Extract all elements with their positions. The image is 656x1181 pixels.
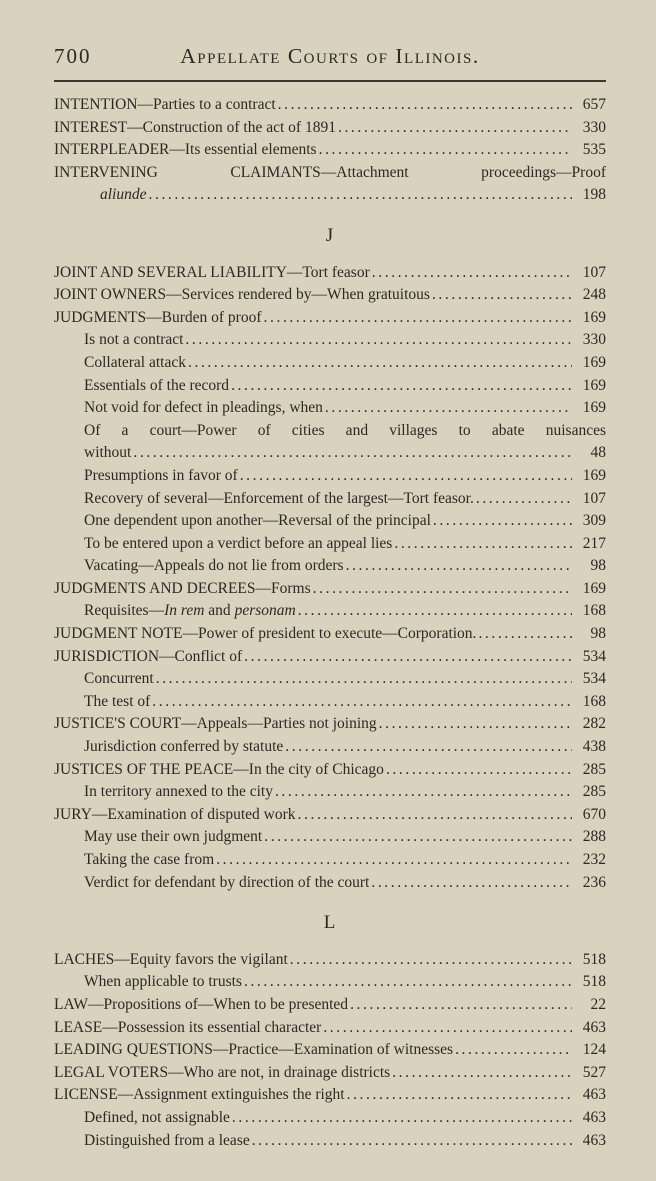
entry-text: The test of [84,692,151,710]
entry-text: Verdict for defendant by direction of the court [84,873,370,891]
index-entry-line [54,759,606,782]
dot-leader [369,872,572,895]
dot-leader [476,623,572,646]
entry-page-number: 670 [582,805,606,823]
entry-page-number: 169 [582,399,606,417]
dot-leader [186,352,572,375]
dot-leader [370,262,572,285]
index-entry-line [54,117,606,140]
entry-page-number: 463 [582,1108,606,1126]
index-entry-line [54,646,606,669]
dot-leader [183,329,572,352]
index-entry-line [54,1084,606,1107]
entry-text: LACHES—Equity favors the vigilant [54,950,288,968]
entry-page-number: 463 [582,1018,606,1036]
entry-page-number: 518 [582,973,606,991]
entry-page-number: 463 [582,1131,606,1149]
entry-text: Jurisdiction conferred by statute [84,738,284,756]
running-title: Appellate Courts of Illinois. [180,44,480,68]
dot-leader [262,307,572,330]
entry-text: JURISDICTION—Conflict of [54,647,243,665]
dot-leader [377,713,572,736]
index-entry-line [54,94,606,117]
dot-leader [384,759,572,782]
entry-page-number: 169 [582,376,606,394]
entry-page-number: 518 [582,950,606,968]
index-entry-line [54,397,606,420]
entry-page-number: 330 [582,331,606,349]
index-entry-line [54,781,606,804]
index-entry-line [54,1130,606,1153]
entry-page-number: 330 [582,118,606,136]
index-entries [54,94,606,1152]
index-entry-line [54,533,606,556]
entry-text: Concurrent [84,670,154,688]
entry-text: LAW—Propositions of—When to be presented [54,995,349,1013]
dot-leader [453,1039,572,1062]
index-entry-line [54,623,606,646]
page-header [54,44,606,72]
entry-text: LEASE—Possession its essential character [54,1018,322,1036]
entry-text: JUSTICES OF THE PEACE—In the city of Chicago [54,760,384,778]
entry-page-number: 169 [582,353,606,371]
entry-page-number: 438 [582,738,606,756]
dot-leader [230,1107,572,1130]
entry-text: INTENTION—Parties to a contract [54,96,276,113]
entry-page-number: 98 [590,557,606,575]
index-entry-line [54,600,606,623]
entry-text: without [84,444,132,462]
index-entry-line [54,329,606,352]
entry-page-number: 169 [582,579,606,597]
entry-text: Collateral attack [84,353,186,371]
dot-leader [283,736,572,759]
index-entry-line [54,139,606,162]
index-entry-line [54,872,606,895]
section-heading: L [323,912,337,934]
index-entry-line [54,668,606,691]
index-entry-line [54,826,606,849]
entry-text: LEGAL VOTERS—Who are not, in drainage districts [54,1063,391,1081]
entry-text: Distinguished from a lease [84,1131,250,1149]
dot-leader [288,949,572,972]
dot-leader [131,442,572,465]
entry-page-number: 285 [582,760,606,778]
index-entry-line [54,691,606,714]
entry-page-number: 22 [590,995,606,1013]
entry-text: JOINT AND SEVERAL LIABILITY—Tort feasor [54,263,370,281]
dot-leader [321,1017,572,1040]
index-entry-line [54,420,606,443]
entry-text: Taking the case from [84,851,215,868]
entry-page-number: 236 [582,873,606,891]
entry-text: To be entered upon a verdict before an appeal lies [84,534,393,552]
entry-text: Essentials of the record [84,376,230,394]
index-entry-line [54,1039,606,1062]
index-entry-line [54,375,606,398]
entry-page-number: 288 [582,828,606,846]
entry-page-number: 535 [582,141,606,159]
entry-page-number: 285 [582,783,606,801]
entry-page-number: 534 [582,647,606,665]
entry-page-number: 124 [582,1041,606,1059]
dot-leader [474,488,572,511]
dot-leader [348,994,572,1017]
entry-text: JOINT OWNERS—Services rendered by—When gratuitous [54,286,430,304]
entry-text: INTERVENING CLAIMANTS—Attachment proceedings—Proof [54,163,606,181]
index-entry-line [54,488,606,511]
index-entry-line [54,949,606,972]
index-entry-line [54,442,606,465]
entry-text: One dependent upon another—Reversal of the principal [84,512,431,530]
index-entry-line [54,162,606,185]
page-number: 700 [54,44,92,68]
index-entry-line [54,352,606,375]
entry-page-number: 248 [582,286,606,304]
index-entry-line [54,1017,606,1040]
dot-leader [147,184,573,207]
dot-leader [296,600,572,623]
entry-text: JUDGMENT NOTE—Power of president to execute—Corporation. [54,625,477,643]
entry-text: LICENSE—Assignment extinguishes the right [54,1086,345,1104]
entry-page-number: 107 [582,263,606,281]
entry-text: Defined, not assignable [84,1108,230,1126]
entry-text: JUDGMENTS AND DECREES—Forms [54,579,311,597]
index-entry-line [54,849,606,872]
entry-text: May use their own judgment [84,828,263,846]
dot-leader [242,971,572,994]
entry-page-number: 107 [582,489,606,507]
entry-text: JUDGMENTS—Burden of proof [54,308,262,326]
index-entry-line [54,713,606,736]
dot-leader [392,533,572,556]
entry-page-number: 657 [582,96,606,113]
entry-page-number: 198 [582,186,606,204]
header-rule [54,80,606,82]
entry-text: Presumptions in favor of [84,466,238,484]
dot-leader [276,94,572,117]
index-entry-line [54,284,606,307]
dot-leader [390,1062,572,1085]
dot-leader [273,781,572,804]
entry-text: Is not a contract [84,331,184,349]
dot-leader [242,646,572,669]
index-entry-line [54,971,606,994]
index-entry-line [54,307,606,330]
entry-page-number: 309 [582,512,606,530]
entry-page-number: 168 [582,602,606,620]
index-entry-line [54,1062,606,1085]
index-entry-line [54,804,606,827]
index-entry-line [54,465,606,488]
entry-page-number: 217 [582,534,606,552]
entry-text: INTEREST—Construction of the act of 1891 [54,118,336,136]
index-entry-line [54,994,606,1017]
entry-text: aliunde [100,186,147,204]
entry-page-number: 169 [582,308,606,326]
index-entry-line [54,262,606,285]
dot-leader [317,139,572,162]
entry-page-number: 98 [590,625,606,643]
index-entry-line [54,1107,606,1130]
entry-text: Requisites—In rem and personam [84,602,296,620]
entry-page-number: 169 [582,466,606,484]
dot-leader [336,117,572,140]
dot-leader [238,465,572,488]
entry-text: Recovery of several—Enforcement of the largest—Tort feasor. [84,489,474,507]
entry-page-number: 463 [582,1086,606,1104]
entry-page-number: 168 [582,692,606,710]
dot-leader [430,284,572,307]
index-entry-line [54,510,606,533]
entry-text: LEADING QUESTIONS—Practice—Examination of witnesses [54,1041,454,1059]
dot-leader [323,397,572,420]
index-entry-line [54,736,606,759]
dot-leader [345,1084,572,1107]
dot-leader [344,555,572,578]
entry-text: Vacating—Appeals do not lie from orders [84,557,344,575]
dot-leader [431,510,572,533]
section-heading: J [325,224,335,246]
index-entry-line [54,578,606,601]
dot-leader [262,826,572,849]
index-entry-line [54,555,606,578]
dot-leader [229,375,572,398]
dot-leader [154,668,572,691]
dot-leader [214,849,572,872]
entry-text: Of a court—Power of cities and villages to abate nuisances [84,421,606,439]
dot-leader [296,804,572,827]
entry-page-number: 232 [582,851,606,868]
entry-text: When applicable to trusts [84,973,242,991]
entry-page-number: 534 [582,670,606,688]
entry-page-number: 527 [582,1063,606,1081]
dot-leader [150,691,572,714]
entry-text: JUSTICE'S COURT—Appeals—Parties not joining [54,715,377,733]
entry-text: INTERPLEADER—Its essential elements [54,141,317,159]
dot-leader [250,1130,572,1153]
entry-page-number: 48 [590,444,606,462]
index-entry-line [54,184,606,207]
dot-leader [311,578,572,601]
entry-text: In territory annexed to the city [84,783,273,801]
entry-text: JURY—Examination of disputed work [54,805,296,823]
entry-page-number: 282 [582,715,606,733]
entry-text: Not void for defect in pleadings, when [84,399,323,417]
